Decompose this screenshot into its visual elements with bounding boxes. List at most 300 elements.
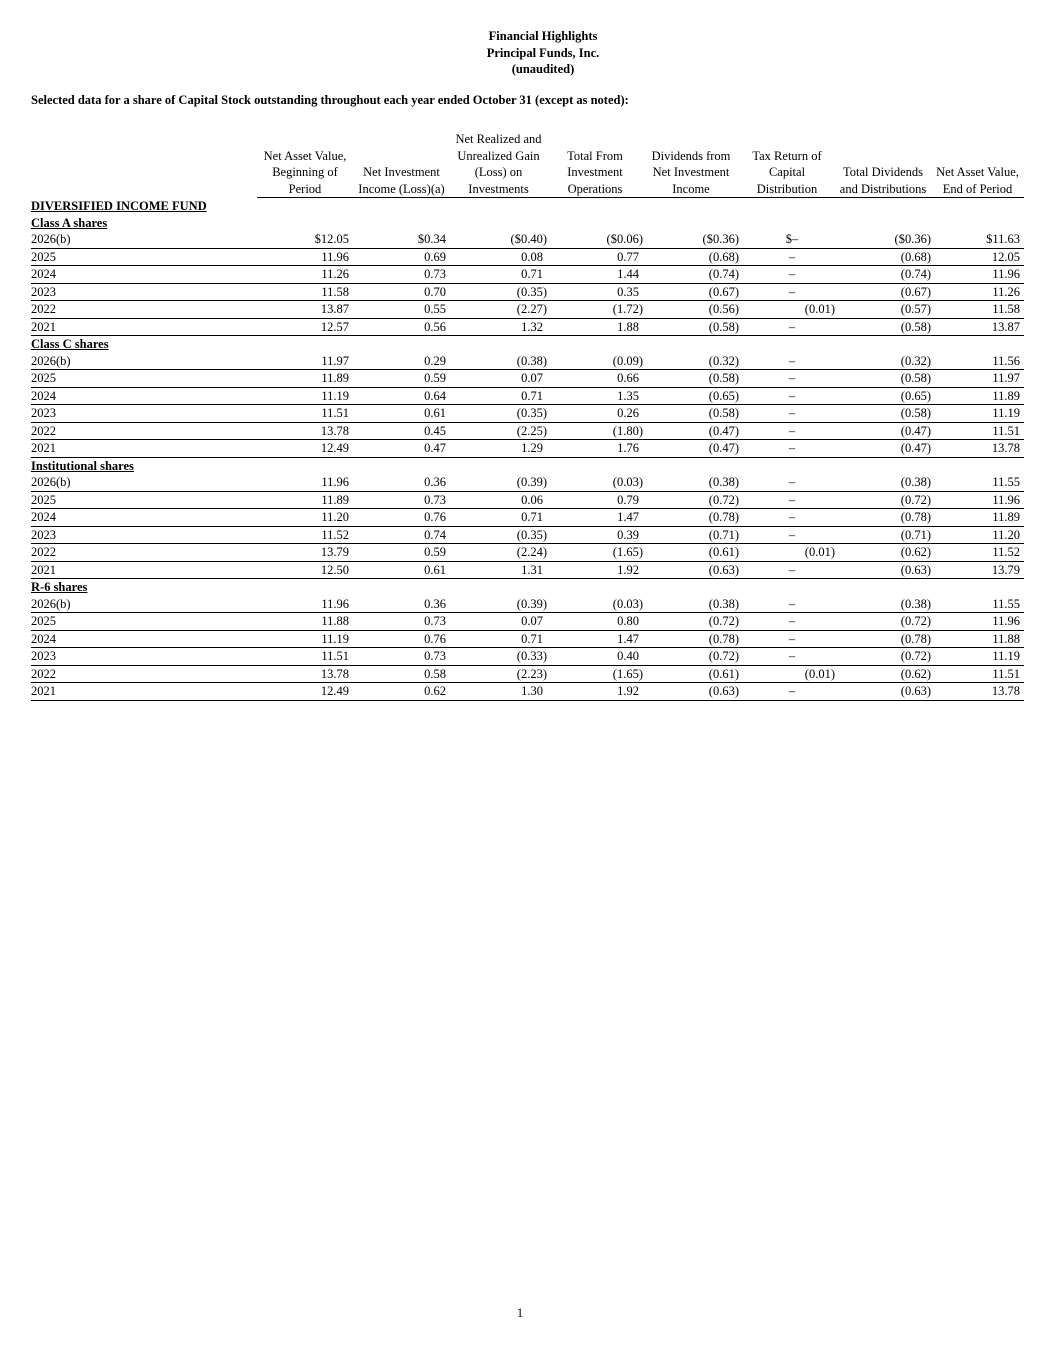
value-cell — [643, 248, 739, 266]
value-text: (2.27) — [516, 302, 547, 317]
value-text: 1.76 — [617, 441, 639, 456]
value-cell — [835, 283, 931, 301]
value-text: – — [788, 371, 796, 386]
value-text: – — [788, 353, 796, 368]
year-cell: 2024 — [31, 387, 257, 405]
value-text: – — [788, 562, 796, 577]
value-cell — [931, 544, 1024, 562]
value-text: 13.78 — [991, 684, 1020, 699]
value-cell — [353, 422, 450, 440]
value-text: (0.57) — [900, 302, 931, 317]
column-header-blank — [31, 131, 257, 198]
share-class-row — [31, 336, 1024, 353]
value-cell — [835, 509, 931, 527]
year-cell: 2025 — [31, 370, 257, 388]
value-cell — [643, 301, 739, 319]
value-cell — [450, 509, 547, 527]
value-cell — [643, 283, 739, 301]
value-text: (0.67) — [708, 284, 739, 299]
value-text: – — [788, 510, 796, 525]
value-text: (0.63) — [900, 684, 931, 699]
value-text: 0.08 — [521, 249, 543, 264]
value-text: (0.65) — [708, 388, 739, 403]
value-text: 0.79 — [617, 492, 639, 507]
value-cell — [835, 561, 931, 579]
value-cell — [931, 387, 1024, 405]
value-cell — [835, 353, 931, 370]
value-cell — [643, 630, 739, 648]
value-cell — [353, 318, 450, 336]
value-text: (0.72) — [900, 614, 931, 629]
value-text: 0.73 — [424, 267, 446, 282]
value-text: (0.78) — [900, 631, 931, 646]
value-text: 11.88 — [321, 614, 349, 629]
value-cell — [643, 387, 739, 405]
value-text: ($0.40) — [510, 232, 547, 247]
value-cell — [835, 405, 931, 423]
value-text: 12.49 — [320, 441, 349, 456]
value-text: (0.01) — [804, 545, 835, 560]
table-row — [31, 561, 1024, 579]
value-cell — [739, 422, 835, 440]
value-text: 11.96 — [321, 475, 349, 490]
value-text: $0.34 — [417, 232, 446, 247]
value-text: 1.92 — [617, 684, 639, 699]
value-cell — [643, 491, 739, 509]
value-cell — [835, 387, 931, 405]
value-cell — [353, 266, 450, 284]
value-text: 0.59 — [424, 545, 446, 560]
value-cell — [931, 231, 1024, 248]
value-text: 11.20 — [321, 510, 349, 525]
value-cell — [547, 283, 643, 301]
value-text: – — [788, 684, 796, 699]
value-text: (0.33) — [516, 649, 547, 664]
value-text: 0.73 — [424, 492, 446, 507]
year-cell: 2026(b) — [31, 353, 257, 370]
value-text: 11.55 — [992, 475, 1020, 490]
value-text: 0.07 — [521, 371, 543, 386]
value-text: 0.61 — [424, 406, 446, 421]
value-text: 0.74 — [424, 527, 446, 542]
value-text: 1.47 — [617, 631, 639, 646]
value-cell — [353, 544, 450, 562]
value-cell — [931, 648, 1024, 666]
value-cell — [353, 474, 450, 491]
share-class-row — [31, 215, 1024, 232]
value-cell — [257, 318, 353, 336]
value-cell — [547, 405, 643, 423]
unaudited-note: (unaudited) — [511, 62, 575, 76]
value-cell — [739, 665, 835, 683]
value-text: 13.79 — [991, 562, 1020, 577]
value-text: (0.58) — [900, 371, 931, 386]
value-text: ($0.36) — [702, 232, 739, 247]
value-cell — [353, 630, 450, 648]
value-cell — [450, 665, 547, 683]
value-text: 11.97 — [992, 371, 1020, 386]
value-cell — [739, 596, 835, 613]
year-cell: 2021 — [31, 683, 257, 701]
value-text: 0.58 — [424, 666, 446, 681]
value-text: – — [788, 284, 796, 299]
value-text: 1.88 — [617, 319, 639, 334]
year-cell: 2023 — [31, 648, 257, 666]
value-cell — [257, 561, 353, 579]
value-text: $12.05 — [314, 232, 349, 247]
value-text: 11.26 — [992, 284, 1020, 299]
year-cell: 2025 — [31, 491, 257, 509]
value-text: 11.58 — [321, 284, 349, 299]
value-text: (0.47) — [708, 441, 739, 456]
value-cell — [450, 526, 547, 544]
year-cell: 2023 — [31, 526, 257, 544]
value-text: 0.56 — [424, 319, 446, 334]
value-cell — [547, 266, 643, 284]
table-description: Selected data for a share of Capital Stock outstanding throughout each year ended October 31 (except as noted): — [31, 93, 629, 107]
value-cell — [257, 491, 353, 509]
value-cell — [450, 387, 547, 405]
value-cell — [739, 387, 835, 405]
value-text: 13.78 — [320, 666, 349, 681]
value-text: 12.49 — [320, 684, 349, 699]
value-cell — [547, 231, 643, 248]
value-cell — [450, 613, 547, 631]
value-cell — [450, 561, 547, 579]
fund-name: DIVERSIFIED INCOME FUND — [31, 199, 207, 214]
value-text: (0.58) — [708, 319, 739, 334]
value-text: 1.31 — [521, 562, 543, 577]
value-cell — [547, 561, 643, 579]
value-text: (0.61) — [708, 545, 739, 560]
value-text: 11.51 — [992, 423, 1020, 438]
value-cell — [547, 596, 643, 613]
value-cell — [257, 266, 353, 284]
value-text: 11.52 — [321, 527, 349, 542]
year-cell: 2023 — [31, 283, 257, 301]
value-text: (0.58) — [900, 319, 931, 334]
value-text: 11.51 — [321, 649, 349, 664]
value-cell — [739, 683, 835, 701]
value-text: (1.65) — [612, 666, 643, 681]
value-text: – — [788, 423, 796, 438]
value-text: (1.65) — [612, 545, 643, 560]
value-cell — [547, 491, 643, 509]
value-cell — [257, 630, 353, 648]
value-text: (2.25) — [516, 423, 547, 438]
value-cell — [353, 248, 450, 266]
value-text: (0.38) — [900, 596, 931, 611]
value-cell — [643, 613, 739, 631]
year-cell: 2024 — [31, 630, 257, 648]
column-header: Total From Investment Operations — [547, 131, 643, 198]
value-text: 0.62 — [424, 684, 446, 699]
value-text: – — [788, 406, 796, 421]
value-text: 13.78 — [991, 441, 1020, 456]
value-text: (0.35) — [516, 527, 547, 542]
value-text: (0.09) — [612, 353, 643, 368]
value-text: (0.39) — [516, 475, 547, 490]
value-cell — [835, 526, 931, 544]
year-cell: 2022 — [31, 422, 257, 440]
value-cell — [353, 405, 450, 423]
value-cell — [547, 648, 643, 666]
value-cell — [353, 283, 450, 301]
value-text: (2.23) — [516, 666, 547, 681]
value-cell — [835, 544, 931, 562]
value-cell — [931, 301, 1024, 319]
value-cell — [257, 370, 353, 388]
value-cell — [257, 648, 353, 666]
value-text: – — [788, 475, 796, 490]
value-cell — [931, 405, 1024, 423]
share-class-row — [31, 457, 1024, 474]
value-cell — [835, 318, 931, 336]
value-text: (0.01) — [804, 302, 835, 317]
column-header: Net Asset Value, End of Period — [931, 131, 1024, 198]
value-cell — [450, 440, 547, 458]
value-cell — [739, 283, 835, 301]
value-cell — [450, 353, 547, 370]
share-class-label: Institutional shares — [31, 458, 134, 473]
table-row — [31, 509, 1024, 527]
value-text: (0.56) — [708, 302, 739, 317]
value-cell — [739, 440, 835, 458]
table-row — [31, 231, 1024, 248]
value-text: 11.51 — [321, 406, 349, 421]
table-row — [31, 648, 1024, 666]
value-text: 13.79 — [320, 545, 349, 560]
value-cell — [353, 596, 450, 613]
value-text: (0.68) — [900, 249, 931, 264]
value-cell — [931, 561, 1024, 579]
table-row — [31, 301, 1024, 319]
value-text: 0.47 — [424, 441, 446, 456]
value-text: 0.76 — [424, 510, 446, 525]
year-cell: 2026(b) — [31, 474, 257, 491]
value-cell — [739, 544, 835, 562]
table-row — [31, 544, 1024, 562]
value-text: 11.19 — [321, 631, 349, 646]
value-cell — [257, 283, 353, 301]
value-text: (0.47) — [708, 423, 739, 438]
value-cell — [835, 266, 931, 284]
value-cell — [547, 509, 643, 527]
value-text: 11.89 — [992, 388, 1020, 403]
column-header: Tax Return of Capital Distribution — [739, 131, 835, 198]
value-text: (0.38) — [900, 475, 931, 490]
value-cell — [353, 370, 450, 388]
value-text: (0.35) — [516, 406, 547, 421]
value-cell — [257, 440, 353, 458]
value-cell — [835, 630, 931, 648]
value-cell — [931, 248, 1024, 266]
value-text: 0.73 — [424, 649, 446, 664]
company-name: Principal Funds, Inc. — [486, 45, 600, 60]
value-text: (0.63) — [708, 684, 739, 699]
value-cell — [257, 301, 353, 319]
value-text: – — [788, 319, 796, 334]
value-cell — [931, 491, 1024, 509]
value-text: 11.26 — [321, 267, 349, 282]
value-cell — [257, 683, 353, 701]
value-text: (0.32) — [708, 353, 739, 368]
share-class-row — [31, 579, 1024, 596]
table-row — [31, 387, 1024, 405]
value-text: 1.44 — [617, 267, 639, 282]
value-text: 11.51 — [992, 666, 1020, 681]
value-cell — [739, 301, 835, 319]
value-cell — [739, 248, 835, 266]
value-text: (0.58) — [900, 406, 931, 421]
value-text: (0.71) — [708, 527, 739, 542]
value-cell — [931, 353, 1024, 370]
value-text: 0.80 — [617, 614, 639, 629]
value-cell — [931, 526, 1024, 544]
value-cell — [353, 526, 450, 544]
value-cell — [547, 318, 643, 336]
value-text: – — [788, 614, 796, 629]
value-cell — [931, 509, 1024, 527]
value-text: 13.87 — [320, 302, 349, 317]
value-cell — [353, 613, 450, 631]
value-cell — [643, 683, 739, 701]
value-text: 0.73 — [424, 614, 446, 629]
year-cell: 2024 — [31, 509, 257, 527]
value-cell — [739, 613, 835, 631]
value-cell — [835, 491, 931, 509]
value-cell — [643, 353, 739, 370]
value-text: 11.55 — [992, 596, 1020, 611]
value-cell — [643, 370, 739, 388]
value-text: 12.57 — [320, 319, 349, 334]
value-cell — [547, 248, 643, 266]
value-text: 0.06 — [521, 492, 543, 507]
value-cell — [450, 474, 547, 491]
value-cell — [739, 231, 835, 248]
value-text: 0.59 — [424, 371, 446, 386]
value-cell — [450, 301, 547, 319]
value-cell — [353, 648, 450, 666]
value-text: (0.58) — [708, 371, 739, 386]
value-text: 0.70 — [424, 284, 446, 299]
value-text: 1.47 — [617, 510, 639, 525]
value-cell — [931, 596, 1024, 613]
value-text: (0.03) — [612, 596, 643, 611]
value-cell — [257, 422, 353, 440]
value-cell — [353, 353, 450, 370]
value-text: (0.61) — [708, 666, 739, 681]
table-row — [31, 440, 1024, 458]
value-text: – — [788, 649, 796, 664]
value-cell — [739, 491, 835, 509]
value-text: 0.66 — [617, 371, 639, 386]
value-cell — [835, 231, 931, 248]
value-cell — [931, 370, 1024, 388]
value-text: (0.72) — [900, 649, 931, 664]
year-cell: 2022 — [31, 301, 257, 319]
value-text: 0.45 — [424, 423, 446, 438]
value-text: (0.68) — [708, 249, 739, 264]
value-text: (0.71) — [900, 527, 931, 542]
value-text: 1.32 — [521, 319, 543, 334]
value-cell — [450, 491, 547, 509]
value-text: $11.63 — [986, 232, 1020, 247]
value-text: 13.78 — [320, 423, 349, 438]
value-text: 11.96 — [992, 614, 1020, 629]
value-cell — [835, 648, 931, 666]
value-text: 0.29 — [424, 353, 446, 368]
share-class-label: Class A shares — [31, 215, 108, 230]
value-cell — [835, 683, 931, 701]
value-cell — [931, 665, 1024, 683]
value-cell — [739, 561, 835, 579]
table-row — [31, 248, 1024, 266]
table-row — [31, 266, 1024, 284]
value-cell — [450, 422, 547, 440]
value-cell — [257, 231, 353, 248]
value-cell — [931, 440, 1024, 458]
column-header: Net Asset Value, Beginning of Period — [257, 131, 353, 198]
value-cell — [835, 370, 931, 388]
value-text: (0.47) — [900, 423, 931, 438]
table-row — [31, 683, 1024, 701]
value-cell — [353, 231, 450, 248]
value-cell — [257, 248, 353, 266]
table-row — [31, 353, 1024, 370]
year-cell: 2026(b) — [31, 231, 257, 248]
value-text: 11.19 — [321, 388, 349, 403]
value-text: 11.97 — [321, 353, 349, 368]
value-cell — [931, 422, 1024, 440]
value-text: (2.24) — [516, 545, 547, 560]
value-cell — [547, 544, 643, 562]
value-text: ($0.36) — [894, 232, 931, 247]
value-cell — [547, 387, 643, 405]
value-cell — [450, 683, 547, 701]
value-cell — [353, 561, 450, 579]
year-cell: 2021 — [31, 561, 257, 579]
value-cell — [643, 405, 739, 423]
value-text: 0.39 — [617, 527, 639, 542]
value-text: – — [788, 441, 796, 456]
value-cell — [643, 474, 739, 491]
value-text: 0.55 — [424, 302, 446, 317]
table-row — [31, 405, 1024, 423]
value-cell — [835, 248, 931, 266]
value-cell — [835, 422, 931, 440]
value-text: 1.30 — [521, 684, 543, 699]
value-cell — [643, 665, 739, 683]
table-row — [31, 370, 1024, 388]
value-text: 0.71 — [521, 510, 543, 525]
value-text: 11.96 — [321, 596, 349, 611]
value-cell — [450, 630, 547, 648]
table-row — [31, 422, 1024, 440]
value-cell — [835, 665, 931, 683]
value-text: ($0.06) — [606, 232, 643, 247]
value-cell — [257, 387, 353, 405]
value-cell — [353, 387, 450, 405]
value-cell — [739, 526, 835, 544]
value-text: 1.92 — [617, 562, 639, 577]
table-row — [31, 526, 1024, 544]
table-row — [31, 318, 1024, 336]
value-text: 12.05 — [991, 249, 1020, 264]
value-text: 1.29 — [521, 441, 543, 456]
value-text: – — [788, 596, 796, 611]
value-cell — [450, 266, 547, 284]
